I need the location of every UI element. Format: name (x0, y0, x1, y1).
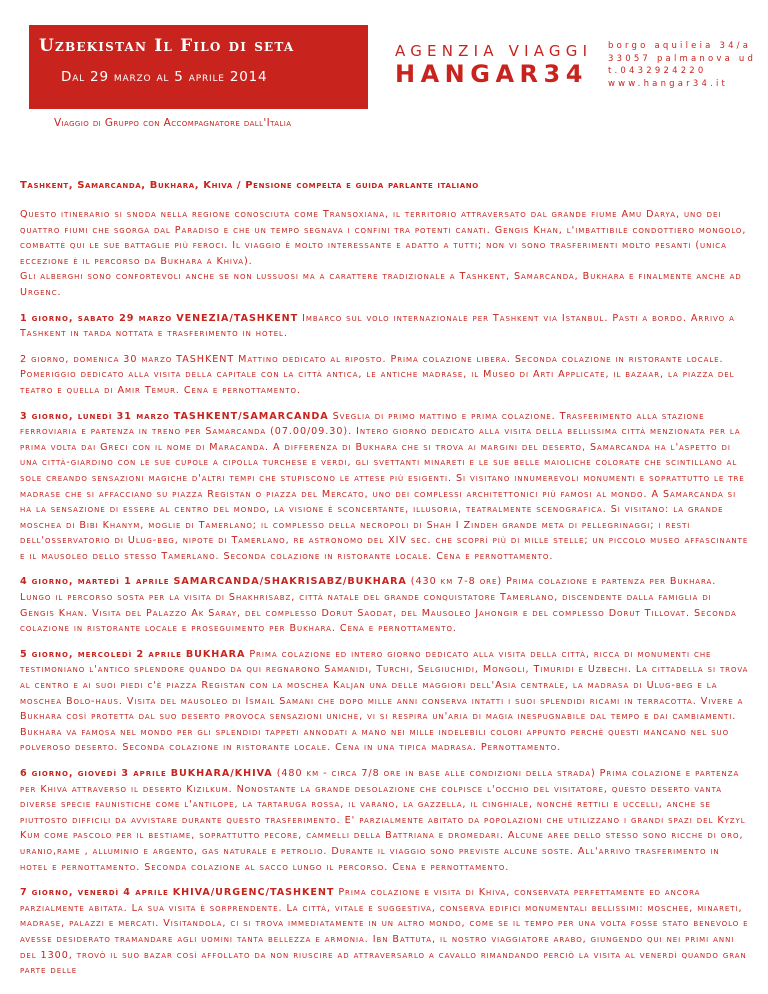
day-label: giorno, martedì 1 aprile (31, 576, 170, 588)
day-text: Imbarco sul volo internazionale per Tashkent via Istanbul. Pasti a bordo. Arrivo a Tashkent in tarda nottata e trasferimento in hotel. (20, 312, 735, 340)
day-number: 4 (20, 576, 28, 588)
day-number: 6 (20, 768, 28, 779)
agency-address (608, 40, 756, 90)
day-4 (20, 574, 750, 636)
address-line: 33057 palmanova ud (608, 53, 757, 64)
day-number: 5 (20, 648, 28, 660)
day-7 (20, 885, 750, 979)
trip-dates: Dal 29 marzo al 5 aprile 2014 (61, 69, 268, 85)
agency-label: AGENZIA VIAGGI (395, 42, 593, 60)
route-header: Tashkent, Samarcanda, Bukhara, Khiva / Pensione compelta e guida parlante italiano (20, 180, 479, 191)
day-number: 3 (20, 410, 28, 422)
day-text: Mattino dedicato al riposto. Prima colazione libera. Seconda colazione in ristorante locale. Pomeriggio dedicato alla visita della capitale con la città antica, le antiche madrase, il Museo di Arti Applicate, il bazaar, la piazza del teatro e quella di Amir Temur. Cena e pernottamento. (20, 353, 735, 396)
hotels-paragraph: Gli alberghi sono confortevoli anche se non lussuosi ma a carattere tradizionale a Tashkent, Samarcanda, Bukhara e finalmente anche ad Urgenc. (20, 271, 742, 298)
website-line: www.hangar34.it (608, 78, 729, 89)
day-label: giorno, venerdì 4 aprile (31, 887, 169, 899)
day-label: giorno, sabato 29 marzo (31, 312, 173, 324)
day-text: (480 km - circa 7/8 ore in base alle condizioni della strada) Prima colazione e partenza per Khiva attraverso il deserto Kizilkum. Nonostante la grande desolazione che colpisce l'occhio del visitatore, questo deserto vanta diverse specie faunistiche come l'antilope, la tartaruga rossa, il varano, la gazzella, il cinghiale, nonchè rettili e uccelli, anche se piuttosto difficili da avvistare durante questo trasferimento. E' parzialmente abitato da popolazioni che utilizzano i grandi spazi del Kyzyl Kum come pascolo per il bestiame, soprattutto pecore, cammelli della Battriana e dromedari. Alcune aree dello stesso sono ricche di oro, uranio,rame , alluminio e argento, gas naturale e petrolio. Durante il viaggio sono previste alcune soste. All'arrivo trasferimento in hotel e pernottamento. Seconda colazione al sacco lungo il percorso. Cena e pernottamento. (20, 768, 746, 873)
day-3 (20, 409, 750, 565)
day-cities: TASHKENT/SAMARCANDA (173, 410, 329, 422)
day-cities: BUKHARA/KHIVA (170, 768, 273, 779)
day-label: giorno, giovedì 3 aprile (31, 768, 167, 779)
day-label: giorno, domenica 30 marzo (31, 353, 173, 365)
day-cities: BUKHARA (185, 648, 246, 660)
intro-paragraph: Questo itinerario si snoda nella regione conosciuta come Transoxiana, il territorio attraversato dal grande fiume Amu Darya, uno dei quattro fiumi che sgorga dal Paradiso e che un tempo segnava i confini tra potenti canati. Gengis Khan, l'imbattibile condottiero mongolo, combattè qui le sue battaglie più feroci. Il viaggio è molto interessante e adatto a tutti; non vi sono trasferimenti molto pesanti (unica eccezione è il percorso da Bukhara a Khiva). (20, 209, 747, 267)
trip-title: Uzbekistan Il Filo di seta (39, 36, 295, 56)
itinerary-body (20, 207, 750, 989)
trip-subtitle: Viaggio di Gruppo con Accompagnatore dall'Italia (54, 117, 292, 129)
day-cities: VENEZIA/TASHKENT (176, 312, 299, 324)
day-text: Sveglia di primo mattino e prima colazione. Trasferimento alla stazione ferroviaria e partenza in treno per Samarcanda (07.00/09.30). Intero giorno dedicato alla visita della bellissima città menzionata per la prima volta dai Greci con il nome di Maracanda. A differenza di Bukhara che si trova ai margini del deserto, Samarcanda ha l'aspetto di una città-giardino con le sue cupole a cipolla turchese e verdi, gli svettanti minareti e le sue belle maioliche colorate che scintillano al sole creando sensazioni magiche d'altri tempi che stupiscono le attese più esigenti. Si visitano innumerevoli monumenti e soprattutto le tre madrase che si affacciano su piazza Registan o piazza del Mercato, uno dei complessi architettonici più famosi al mondo. A Samarcanda si ha la sensazione di essere al centro del mondo, la visione è sconcertante, illusoria, teatralmente scenografica. Si visitano: la grande moschea di Bibi Khanym, moglie di Tamerlano; il complesso della necropoli di Shah I Zindeh grande meta di pellegrinaggi; i resti dell'osservatorio di Ulug-beg, nipote di Tamerlano, re astronomo del XIV sec. che scoprì più di mille stelle; un piccolo museo affascinante e il mausoleo dello stesso Tamerlano. Seconda colazione in ristorante locale. Cena e pernottamento. (20, 410, 749, 562)
header-banner (29, 25, 368, 109)
address-line: borgo aquileia 34/a (608, 41, 752, 51)
day-number: 2 (20, 353, 28, 365)
day-2 (20, 352, 750, 399)
day-label: giorno, mercoledì 2 aprile (31, 648, 182, 660)
day-text: Prima colazione ed intero giorno dedicato alla visita della città, ricca di monumenti che testimoniano l'antico splendore quando da qui regnarono Samanidi, Turchi, Selgiuchidi, Mongoli, Timuridi e Uzbechi. La cittadella si trova al centro e ai suoi piedi c'è piazza Registan con la moschea Kaljan una delle maggiori dell'Asia centrale, la madrasa di Ulug-beg e la moschea Bolo-haus. Visita del mausoleo di Ismail Samani che dopo mille anni conserva intatti i suoi splendidi ricami in terracotta. Vivere a Bukhara così protetta dal suo deserto provoca sensazioni uniche, vi si respira un'aria di magia inespugnabile dal tempo e dai cambiamenti. Bukhara va famosa nel mondo per gli splendidi tappeti annodati a mano nei mille indelebili colori appunto perchè questi mancano nel suo polveroso deserto. Seconda colazione in ristorante locale. Cena in una tipica madrasa. Pernottamento. (20, 648, 749, 754)
day-text: Prima colazione e visita di Khiva, conservata perfettamente ed ancora parzialmente abitata. La sua visita è sorprendente. La città, vitale e suggestiva, conserva edifici monumentali bellissimi: moschee, minareti, madrase, palazzi e mercati. Visitandola, ci si trova immediatamente in un altro mondo, come se il tempo per una volta fosse stato benevolo e avesse desiderato tramandare agli uomini tanta bellezza e armonia. Ibn Battuta, il nostro viaggiatore arabo, giungendo qui nei primi anni del 1300, trovò il suo bazar così affollato da non riuscire ad attraversarlo a cavallo rimandando perciò la visita al venerdì quando gran parte delle (20, 887, 749, 977)
day-text: (430 km 7-8 ore) Prima colazione e partenza per Bukhara. Lungo il percorso sosta per la visita di Shakhrisabz, città natale del grande conquistatore Tamerlano, discendente dalla famiglia di Gengis Khan. Visita del Palazzo Ak Saray, del complesso Dorut Saodat, del Mausoleo Jahongir e del complesso Dorut Tillovat. Seconda colazione in ristorante locale e proseguimento per Bukhara. Cena e pernottamento. (20, 576, 737, 635)
phone-line: t.0432924220 (608, 66, 707, 76)
day-6 (20, 766, 750, 875)
day-1 (20, 311, 750, 342)
day-cities: TASHKENT (176, 353, 235, 365)
agency-name: HANGAR34 (395, 60, 588, 88)
day-label: giorno, lunedì 31 marzo (31, 410, 170, 422)
day-cities: KHIVA/URGENC/TASHKENT (172, 887, 335, 899)
day-5 (20, 647, 750, 756)
day-number: 1 (20, 312, 28, 324)
day-cities: SAMARCANDA/SHAKRISABZ/BUKHARA (173, 576, 407, 588)
day-number: 7 (20, 887, 28, 899)
